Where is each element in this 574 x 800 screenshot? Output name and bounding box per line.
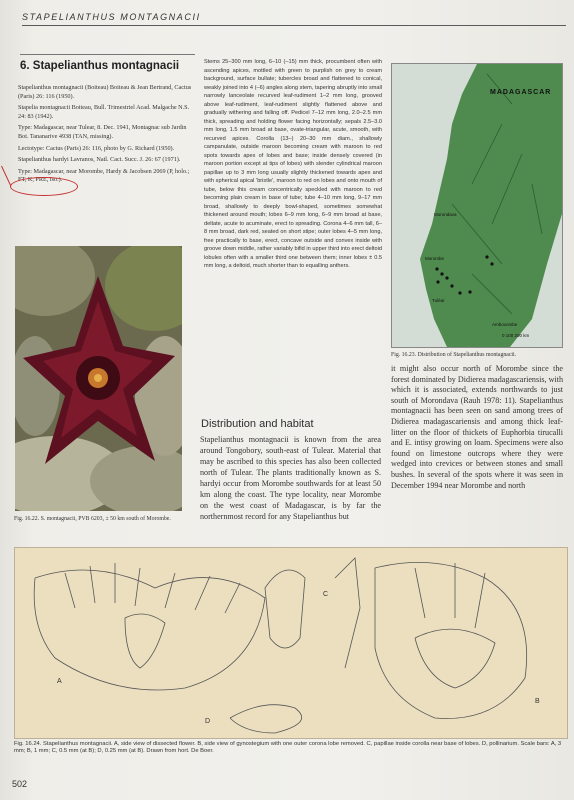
synonym-entry: Stapelianthus montagnacii (Boiteau) Boiteau & Jean Bertrand, Cactus (Paris) 26: 116 (1950).: [18, 84, 192, 100]
synonymy-block: [18, 84, 198, 188]
section-title: 6. Stapelianthus montagnacii: [20, 60, 180, 72]
map-place-label: Tuléar: [432, 298, 445, 303]
distribution-text-right: it might also occur north of Morombe since the forest dominated by Didierea madagascariensis, with which it is associated, extends northwards to just south of Morondava (Rauh 1978: 11). Stapelianthus montagnacii has been seen on sand among trees of Didierea madagascariensis and among thick leaf-litter on the floor of thickets of Euphorbia tirucalli and E. intisy growing on loam. Specimens were also found on limestone outcrops where they were wedged into crevices or between stones and small bushes. In several of the spots where it was seen in December 1994 near Morombe and north: [391, 364, 563, 490]
map-place-label: Morondava: [434, 212, 457, 217]
photo-caption: Fig. 16.22. S. montagnacii, PVB 6203, ± 50 km south of Morombe.: [14, 516, 171, 522]
drawing-label-d: D: [205, 718, 211, 725]
map-country-label: MADAGASCAR: [490, 89, 552, 96]
synonym-entry: Stapelianthus hardyi Lavranos, Natl. Cact. Succ. J. 26: 67 (1971).: [18, 156, 181, 164]
distribution-map: [391, 63, 563, 348]
running-header: STAPELIANTHUS MONTAGNACII: [22, 12, 201, 22]
type-entry: Type: Madagascar, near Morombe, Hardy & Jacobsen 2069 (P, holo.; FT, K, PRE, iso.).: [18, 167, 190, 184]
synonym-entry: Stapelia montagnacii Boiteau, Bull. Trimestriel Acad. Malgache N.S. 24: 83 (1942).: [18, 104, 190, 120]
lectotype-entry: Lectotype: Cactus (Paris) 26: 116, photo by G. Richard (1950).: [18, 144, 175, 152]
map-caption: Fig. 16.23. Distribution of Stapelianthus montagnacii.: [391, 352, 517, 358]
map-place-label: Morombe: [425, 256, 445, 261]
drawing-label-a: A: [57, 678, 62, 685]
flower-photo: [15, 246, 182, 511]
botanical-drawing: [14, 547, 568, 739]
section-rule: [20, 54, 195, 55]
page-number: 502: [12, 779, 28, 789]
map-scale-label: 0 100 200 km: [502, 333, 530, 338]
pen-circle-annotation: [10, 177, 78, 196]
header-rule: [22, 25, 566, 26]
species-description: Stems 25–300 mm long, 6–10 (–15) mm thick, procumbent often with ascending apices, mottled with green to purplish on grey to cream background, surface bullate; tubercles broad and flattened to conical, weakly joined into 4 (–6) angles along stem, tapering abruptly into small narrowly lanceolate recurved leaf-rudiment 1–2 mm long, grooved above leaf-rudiment, leaf-rudiment slightly flattened above and gradually withering and falling off. Pedicel 7–12 mm long, 2.0–2.5 mm thick, spreading and holding flower facing horizontally; sepals 2.5–3.0 mm long, 1.5 mm broad at base, ovate-triangular, acute, smooth, with recurved apices. Corolla (13–) 20–30 mm diam., shallowly campanulate, outside maroon becoming cream with maroon to red spots towards apex of lobes and base; inside densely covered (in maroon portion except at tips of lobes) with slender cylindrical maroon papillae up to 3 mm long usually slightly thickened towards apex and with spherical apical 'bristle', maroon to red on lobes and onto mouth of tube, below this cream concentrically speckled with maroon to red becoming plain cream in base of tube; tube 4–10 mm long, 9–17 mm broad, shallowly to deeply bowl-shaped, sometimes somewhat thickened around mouth; lobes 6–9 mm long, 6–9 mm broad at base, deltate, acute to acuminate, erect to spreading. Corona 4–6 mm tall, 6–8 mm broad, dark red, seated on short stipe; outer lobes 4–5 mm long, free practically to base, erect, concave outside and convex inside with groove down middle, rather variably bifid in upper third into erect deltoid lobules often with a smaller third one between them; inner lobes ± 0.5 mm long, a deltoid, much shorter than to equalling anthers.: [204, 59, 382, 269]
distribution-heading: Distribution and habitat: [201, 418, 314, 430]
drawing-label-b: B: [535, 698, 540, 705]
drawing-caption: Fig. 16.24. Stapelianthus montagnacii. A, side view of dissected flower. B, side view of gynostegium with one outer corona lobe removed. C, papillae inside corolla near base of lobes. D, pollinarium. Scale bars: A, 3 mm; B, 1 mm; C, 0.5 mm (at B); D, 0.25 mm (at B). Drawn from hort. De Boer.: [14, 741, 562, 755]
type-entry: Type: Madagascar, near Tulear, 8. Dec. 1941, Montagnac sub Jardin Bot. Tananarive 4938 (TAN, missing).: [18, 124, 187, 140]
map-place-label: Ambovombe: [492, 322, 518, 327]
distribution-text-left: Stapelianthus montagnacii is known from the area around Tongobory, south-east of Tulear. Material that may be ascribed to this species has also been collected north of Tulear. The plants traditionally known as S. hardyi occur from Morombe southwards for at least 50 km along the coast. The type locality, near Morombe on the west coast of Madagascar, is by far the northernmost record for any Stapelianthus but: [200, 435, 381, 521]
drawing-label-c: C: [323, 591, 329, 598]
